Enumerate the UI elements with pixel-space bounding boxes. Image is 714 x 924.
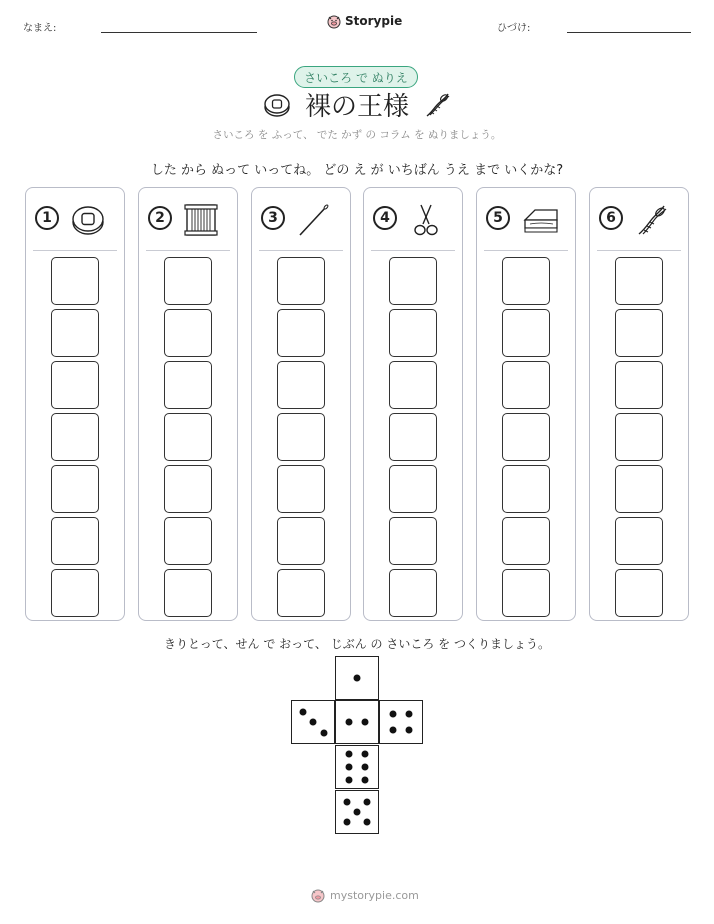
die-face	[335, 745, 379, 789]
column-number: 6	[599, 206, 623, 230]
footer-url: mystorypie.com	[330, 888, 419, 902]
color-cell[interactable]	[51, 257, 99, 305]
die-face	[335, 656, 379, 700]
column-divider	[259, 250, 343, 251]
color-cell[interactable]	[51, 517, 99, 565]
column-divider	[146, 250, 230, 251]
column-5	[476, 187, 576, 621]
name-line	[101, 32, 257, 33]
color-cell[interactable]	[164, 465, 212, 513]
color-cell[interactable]	[164, 257, 212, 305]
cut-instruction: きりとって、せん で おって、 じぶん の さいころ を つくりましょう。	[164, 637, 550, 651]
color-cell[interactable]	[164, 517, 212, 565]
color-cell[interactable]	[615, 465, 663, 513]
pig-icon	[310, 887, 326, 903]
footer	[310, 887, 419, 903]
die-pip	[363, 799, 370, 806]
die-pip	[310, 719, 317, 726]
color-cell[interactable]	[389, 569, 437, 617]
column-divider	[33, 250, 117, 251]
color-cell[interactable]	[502, 309, 550, 357]
color-cell[interactable]	[615, 569, 663, 617]
die-pip	[406, 727, 413, 734]
scissors-icon	[408, 202, 444, 242]
die-pip	[344, 818, 351, 825]
color-cell[interactable]	[389, 413, 437, 461]
color-cell[interactable]	[502, 465, 550, 513]
die-pip	[389, 710, 396, 717]
die-pip	[354, 675, 361, 682]
die-pip	[345, 719, 352, 726]
color-cell[interactable]	[277, 517, 325, 565]
color-cell[interactable]	[389, 465, 437, 513]
column-number: 3	[261, 206, 285, 230]
color-cell[interactable]	[51, 465, 99, 513]
die-face	[335, 790, 379, 834]
color-cell[interactable]	[164, 309, 212, 357]
column-6	[589, 187, 689, 621]
activity-badge: さいころ で ぬりえ	[294, 66, 418, 88]
name-label: なまえ:	[23, 23, 57, 34]
column-divider	[371, 250, 455, 251]
color-cell[interactable]	[51, 413, 99, 461]
color-cell[interactable]	[502, 361, 550, 409]
column-4	[363, 187, 463, 621]
die-pip	[345, 764, 352, 771]
die-face	[291, 700, 335, 744]
color-cell[interactable]	[502, 517, 550, 565]
loom-icon	[183, 202, 219, 242]
die-pip	[389, 727, 396, 734]
die-pip	[344, 799, 351, 806]
brand-logo	[326, 13, 402, 29]
column-divider	[597, 250, 681, 251]
column-2	[138, 187, 238, 621]
color-cell[interactable]	[502, 413, 550, 461]
color-cell[interactable]	[277, 413, 325, 461]
color-cell[interactable]	[164, 413, 212, 461]
coin-icon	[70, 202, 106, 242]
color-cell[interactable]	[277, 309, 325, 357]
instruction-text: した から ぬって いってね。 どの え が いちばん うえ まで いくかな?	[150, 163, 564, 178]
column-number: 4	[373, 206, 397, 230]
color-cell[interactable]	[164, 361, 212, 409]
color-cell[interactable]	[277, 257, 325, 305]
color-cell[interactable]	[615, 309, 663, 357]
column-1	[25, 187, 125, 621]
color-cell[interactable]	[389, 361, 437, 409]
column-divider	[484, 250, 568, 251]
color-cell[interactable]	[51, 361, 99, 409]
die-face	[379, 700, 423, 744]
page-title: 裸の王様	[304, 92, 409, 122]
pig-icon	[326, 13, 342, 29]
color-cell[interactable]	[389, 309, 437, 357]
die-pip	[320, 729, 327, 736]
color-cell[interactable]	[164, 569, 212, 617]
subtitle: さいころ を ふって、 でた かず の コラム を ぬりましょう。	[212, 129, 502, 141]
needle-icon	[296, 202, 332, 242]
rope-icon	[634, 202, 670, 242]
die-pip	[362, 751, 369, 758]
die-pip	[354, 809, 361, 816]
color-cell[interactable]	[277, 569, 325, 617]
column-number: 2	[148, 206, 172, 230]
die-face	[335, 700, 379, 744]
die-pip	[362, 719, 369, 726]
die-pip	[345, 751, 352, 758]
die-pip	[362, 776, 369, 783]
color-cell[interactable]	[277, 465, 325, 513]
color-cell[interactable]	[277, 361, 325, 409]
color-cell[interactable]	[502, 257, 550, 305]
brand-name: Storypie	[345, 14, 403, 28]
column-number: 1	[35, 206, 59, 230]
die-pip	[406, 710, 413, 717]
color-cell[interactable]	[615, 257, 663, 305]
column-number: 5	[486, 206, 510, 230]
color-cell[interactable]	[615, 517, 663, 565]
color-cell[interactable]	[389, 257, 437, 305]
color-cell[interactable]	[389, 517, 437, 565]
date-label: ひづけ:	[497, 23, 531, 34]
die-pip	[363, 818, 370, 825]
color-cell[interactable]	[502, 569, 550, 617]
column-3	[251, 187, 351, 621]
color-cell[interactable]	[615, 361, 663, 409]
color-cell[interactable]	[51, 569, 99, 617]
die-pip	[362, 764, 369, 771]
color-cell[interactable]	[615, 413, 663, 461]
rope-icon	[422, 90, 452, 120]
color-cell[interactable]	[51, 309, 99, 357]
folded-cloth-icon	[521, 202, 561, 242]
date-line	[567, 32, 691, 33]
die-pip	[299, 708, 306, 715]
die-pip	[345, 776, 352, 783]
